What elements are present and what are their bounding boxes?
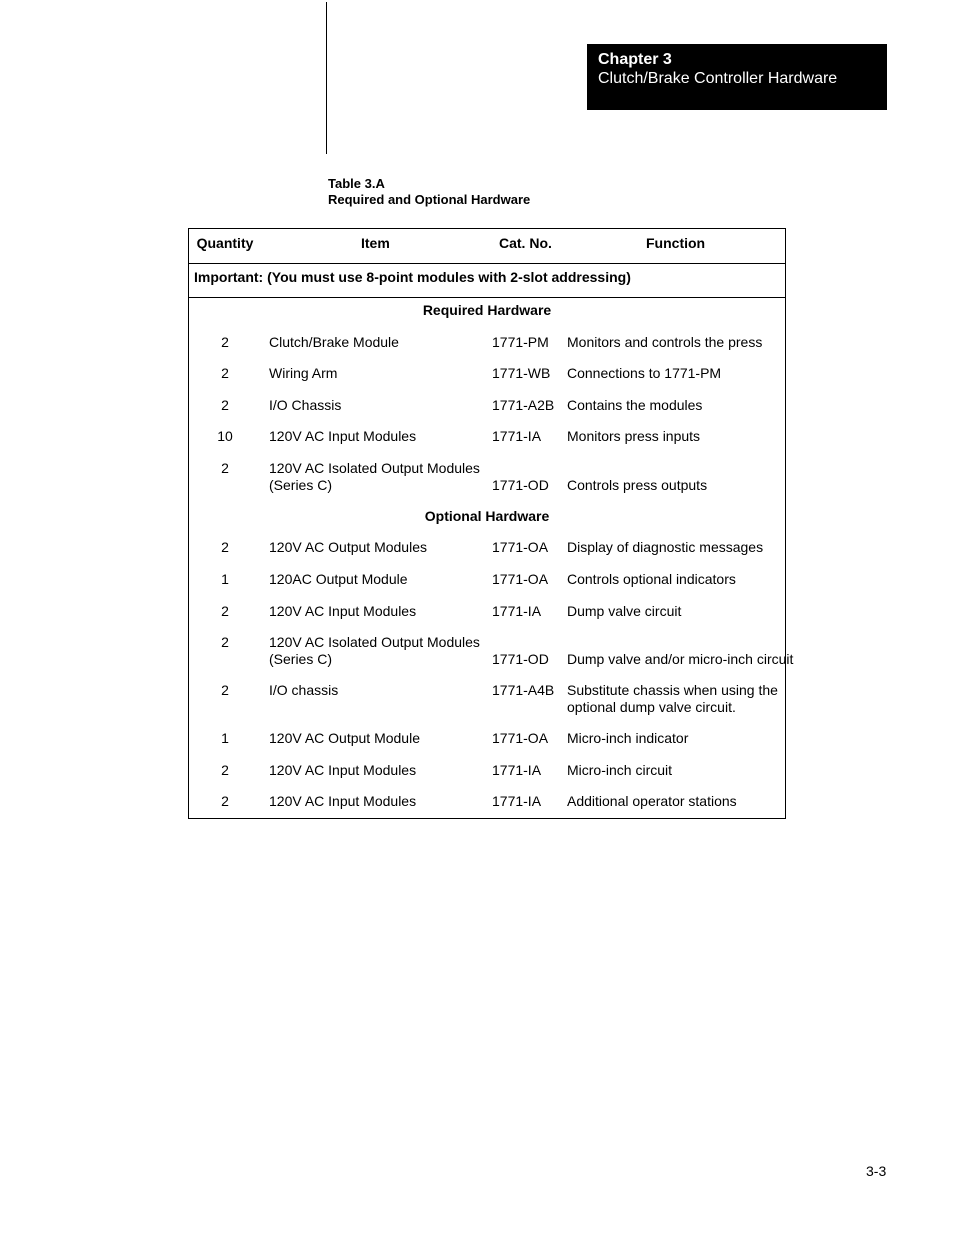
row-cat-no: 1771-OD xyxy=(492,477,549,493)
row-cat-no: 1771-PM xyxy=(492,334,549,350)
row-function: Connections to 1771-PM xyxy=(567,365,722,381)
column-header-function: Function xyxy=(646,235,706,251)
chapter-header xyxy=(587,44,887,110)
row-item: 120V AC Input Modules xyxy=(269,793,417,809)
column-header-item: Item xyxy=(361,235,390,251)
row-function: Controls optional indicators xyxy=(567,571,736,587)
row-quantity: 2 xyxy=(221,365,229,381)
row-item: I/O chassis xyxy=(269,682,339,698)
row-function: Contains the modules xyxy=(567,397,703,413)
row-function: Micro-inch indicator xyxy=(567,730,689,746)
row-cat-no: 1771-IA xyxy=(492,793,542,809)
row-cat-no: 1771-WB xyxy=(492,365,551,381)
row-item: I/O Chassis xyxy=(269,397,342,413)
margin-rule xyxy=(326,2,327,154)
row-cat-no: 1771-A4B xyxy=(492,682,555,698)
row-quantity: 2 xyxy=(221,762,229,778)
row-item: 120V AC Isolated Output Modules xyxy=(269,460,480,476)
row-cat-no: 1771-A2B xyxy=(492,397,555,413)
row-function: Micro-inch circuit xyxy=(567,762,673,778)
row-item: 120V AC Input Modules xyxy=(269,428,417,444)
table-number: Table 3.A xyxy=(328,176,385,191)
row-quantity: 2 xyxy=(221,334,229,350)
row-function: Dump valve and/or micro-inch circuit xyxy=(567,651,794,667)
row-item: 120V AC Output Modules xyxy=(269,539,427,555)
row-cat-no: 1771-OA xyxy=(492,539,549,555)
row-item: 120V AC Output Module xyxy=(269,730,420,746)
row-quantity: 1 xyxy=(221,730,229,746)
row-function: Dump valve circuit xyxy=(567,603,682,619)
row-quantity: 2 xyxy=(221,397,229,413)
row-function: Monitors press inputs xyxy=(567,428,701,444)
column-header-quantity: Quantity xyxy=(196,235,254,251)
row-quantity: 2 xyxy=(221,539,229,555)
row-item: (Series C) xyxy=(269,477,333,493)
row-item: Clutch/Brake Module xyxy=(269,334,399,350)
row-function: Monitors and controls the press xyxy=(567,334,763,350)
row-cat-no: 1771-OA xyxy=(492,730,549,746)
row-item: (Series C) xyxy=(269,651,333,667)
row-cat-no: 1771-IA xyxy=(492,428,542,444)
row-item: Wiring Arm xyxy=(269,365,338,381)
chapter-label: Chapter 3 xyxy=(598,51,672,68)
row-cat-no: 1771-IA xyxy=(492,762,542,778)
row-quantity: 2 xyxy=(221,793,229,809)
section-heading: Optional Hardware xyxy=(424,508,550,524)
row-quantity: 2 xyxy=(221,460,229,476)
table-caption xyxy=(328,176,530,208)
row-function: Display of diagnostic messages xyxy=(567,539,764,555)
row-quantity: 10 xyxy=(217,428,233,444)
row-quantity: 2 xyxy=(221,634,229,650)
table-title: Required and Optional Hardware xyxy=(328,192,531,207)
row-item: 120V AC Input Modules xyxy=(269,762,417,778)
row-cat-no: 1771-IA xyxy=(492,603,542,619)
chapter-title: Clutch/Brake Controller Hardware xyxy=(598,70,838,87)
row-cat-no: 1771-OA xyxy=(492,571,549,587)
row-function: Additional operator stations xyxy=(567,793,737,809)
page-number: 3-3 xyxy=(866,1163,887,1179)
section-heading: Required Hardware xyxy=(422,302,552,318)
important-note: Important: (You must use 8-point modules with 2-slot addressing) xyxy=(194,269,631,285)
row-item: 120V AC Input Modules xyxy=(269,603,417,619)
row-function: optional dump valve circuit. xyxy=(567,699,736,715)
row-quantity: 2 xyxy=(221,603,229,619)
row-quantity: 1 xyxy=(221,571,229,587)
row-function: Controls press outputs xyxy=(567,477,708,493)
row-quantity: 2 xyxy=(221,682,229,698)
hardware-table xyxy=(188,228,794,819)
header-divider xyxy=(189,263,785,264)
row-function: Substitute chassis when using the xyxy=(567,682,778,698)
note-divider xyxy=(189,297,785,298)
row-item: 120V AC Isolated Output Modules xyxy=(269,634,480,650)
row-item: 120AC Output Module xyxy=(269,571,408,587)
column-header-cat-no: Cat. No. xyxy=(499,235,552,251)
row-cat-no: 1771-OD xyxy=(492,651,549,667)
